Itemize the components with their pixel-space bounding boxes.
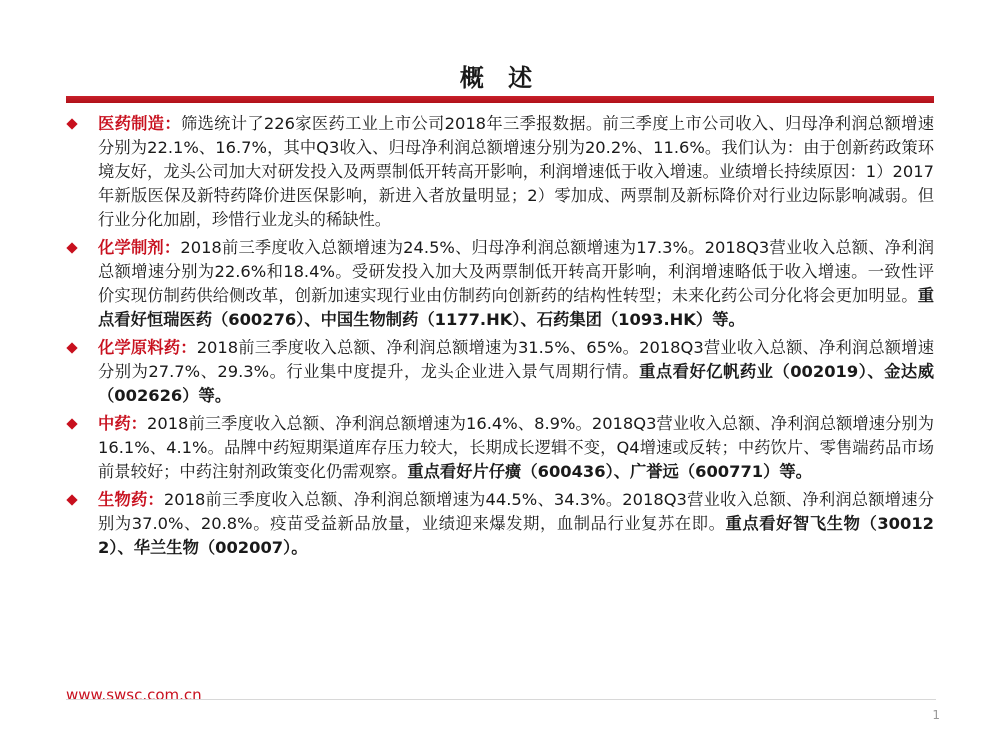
diamond-bullet-icon xyxy=(66,342,77,353)
page-number: 1 xyxy=(932,708,940,722)
bullet-heading: 生物药： xyxy=(98,490,164,509)
diamond-bullet-icon xyxy=(66,494,77,505)
bullet-recommendation: 重点看好亿帆药业（002019）、金达威（002626）等。 xyxy=(98,362,934,405)
bullet-heading: 化学原料药： xyxy=(98,338,197,357)
bullet-paragraph xyxy=(98,112,934,232)
bullet-body: 2018前三季度收入总额、净利润总额增速为44.5%、34.3%。2018Q3营业收入总额、净利润总额增速分别为37.0%、20.8%。疫苗受益新品放量，业绩迎来爆发期，血制品行业复苏在即。 xyxy=(98,490,934,533)
bullet-paragraph xyxy=(98,336,934,408)
bullet-recommendation: 重点看好恒瑞医药（600276）、中国生物制药（1177.HK）、石药集团（1093.HK）等。 xyxy=(98,286,934,329)
bullet-item-pharma-manufacturing xyxy=(66,112,934,232)
bullet-body: 2018前三季度收入总额、净利润总额增速为16.4%、8.9%。2018Q3营业收入总额、净利润总额增速分别为16.1%、4.1%。品牌中药短期渠道库存压力较大，长期成长逻辑不变，Q4增速或反转；中药饮片、零售端药品市场前景较好；中药注射剂政策变化仍需观察。 xyxy=(98,414,934,481)
bullet-item-api xyxy=(66,336,934,408)
bullet-paragraph xyxy=(98,488,934,560)
bullet-body: 筛选统计了226家医药工业上市公司2018年三季报数据。前三季度上市公司收入、归母净利润总额增速分别为22.1%、16.7%，其中Q3收入、归母净利润总额增速分别为20.2%、11.6%。我们认为：由于创新药政策环境友好，龙头公司加大对研发投入及两票制低开转高开影响，利润增速低于收入增速。业绩增长持续原因：1）2017年新版医保及新特药降价进医保影响，新进入者放量明显；2）零加成、两票制及新标降价对行业边际影响减弱。但行业分化加剧，珍惜行业龙头的稀缺性。 xyxy=(98,114,934,229)
bullet-heading: 化学制剂： xyxy=(98,238,181,257)
bullet-paragraph xyxy=(98,236,934,332)
footer-divider xyxy=(66,699,936,700)
bullet-heading: 医药制造： xyxy=(98,114,181,133)
bullet-recommendation: 重点看好片仔癀（600436）、广誉远（600771）等。 xyxy=(407,462,812,481)
bullet-item-biologics xyxy=(66,488,934,560)
title-underline-bar xyxy=(66,96,934,103)
bullet-list xyxy=(66,112,934,564)
bullet-recommendation: 重点看好智飞生物（300122）、华兰生物（002007）。 xyxy=(98,514,934,557)
footer-website-link[interactable]: www.swsc.com.cn xyxy=(66,686,202,704)
diamond-bullet-icon xyxy=(66,118,77,129)
bullet-item-chemical-formulation xyxy=(66,236,934,332)
bullet-heading: 中药： xyxy=(98,414,147,433)
page-title: 概 述 xyxy=(459,64,541,92)
diamond-bullet-icon xyxy=(66,418,77,429)
bullet-item-tcm xyxy=(66,412,934,484)
bullet-body: 2018前三季度收入总额、净利润总额增速为31.5%、65%。2018Q3营业收入总额、净利润总额增速分别为27.7%、29.3%。行业集中度提升，龙头企业进入景气周期行情。 xyxy=(98,338,934,381)
bullet-body: 2018前三季度收入总额增速为24.5%、归母净利润总额增速为17.3%。2018Q3营业收入总额、净利润总额增速分别为22.6%和18.4%。受研发投入加大及两票制低开转高开影响，利润增速略低于收入增速。一致性评价实现仿制药供给侧改革，创新加速实现行业由仿制药向创新药的结构性转型；未来化药公司分化将会更加明显。 xyxy=(98,238,934,305)
diamond-bullet-icon xyxy=(66,242,77,253)
bullet-paragraph xyxy=(98,412,934,484)
